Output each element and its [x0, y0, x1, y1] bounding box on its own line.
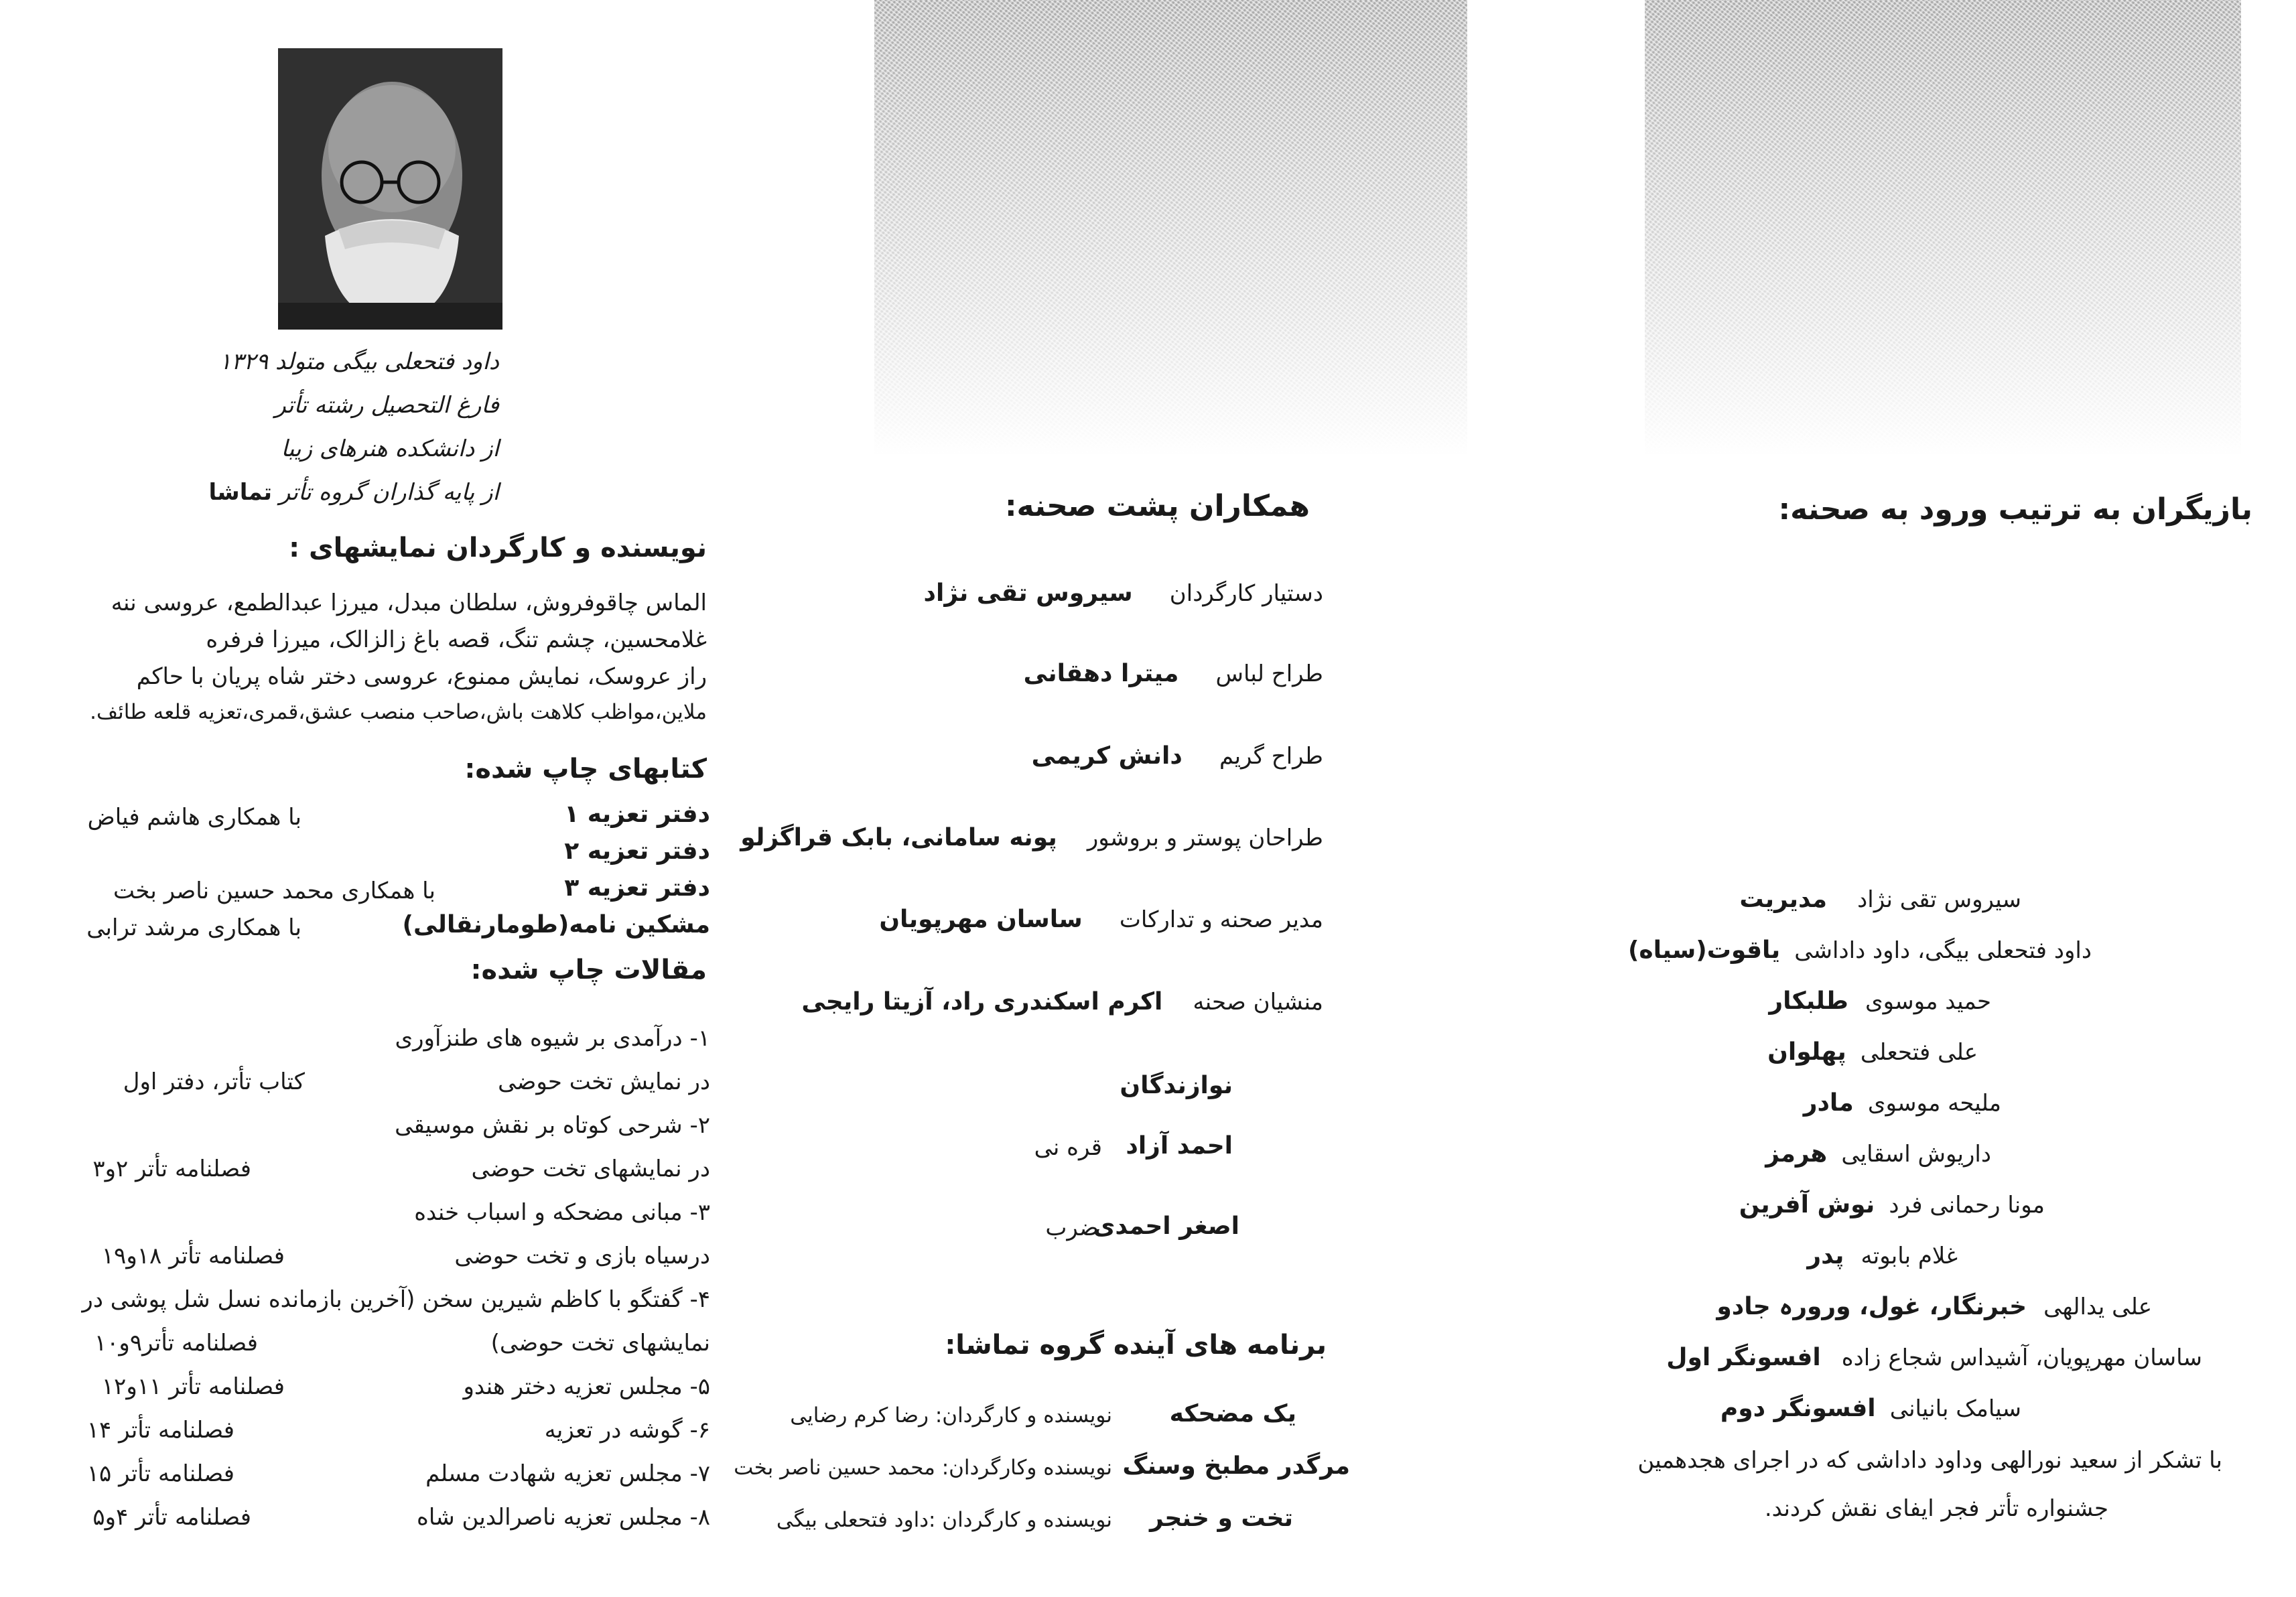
crew-row-2 — [1024, 660, 1323, 687]
future-title-3: تخت و خنجر — [1150, 1505, 1293, 1532]
cast-role: هرمز — [1765, 1140, 1828, 1168]
cast-role: طلبکار — [1769, 987, 1848, 1015]
cast-row-5 — [1804, 1089, 2001, 1117]
cast-role: نوش آفرین — [1739, 1191, 1875, 1219]
book-title-2: دفتر تعزیه ۲ — [564, 837, 710, 865]
plays-line-3: راز عروسک، نمایش ممنوع، عروسی دختر شاه پریان با حاکم — [136, 663, 707, 690]
cast-role: مادر — [1803, 1089, 1854, 1117]
crew-panel — [734, 0, 1528, 1597]
crew-row-4 — [740, 824, 1323, 851]
bio-line-1: داود فتحعلی بیگی متولد ۱۳۲۹ — [219, 348, 499, 375]
cast-actor: حمید موسوی — [1865, 988, 1991, 1015]
article-line-6: درسیاه بازی و تخت حوضی — [454, 1243, 710, 1269]
bio-founder-text: از پایه گذاران گروه تأتر — [279, 479, 499, 506]
articles-heading: مقالات چاپ شده: — [470, 955, 707, 985]
article-source-4: فصلنامه تأتر ۲و۳ — [92, 1156, 251, 1182]
group-name: تماشا — [208, 479, 273, 506]
crew-role: طراح لباس — [1215, 661, 1323, 687]
article-source-8: فصلنامه تأتر۹و۱۰ — [94, 1330, 258, 1357]
bio-line-4 — [209, 479, 500, 506]
future-title-1: یک مضحکه — [1169, 1400, 1296, 1428]
article-line-3: ۲- شرحی کوتاه بر نقش موسیقی — [395, 1112, 710, 1139]
cast-role: پدر — [1807, 1242, 1844, 1269]
author-portrait — [278, 48, 502, 330]
crew-role: منشیان صحنه — [1193, 989, 1323, 1016]
cast-actor: علی یدالهی — [2043, 1294, 2152, 1320]
article-line-1: ۱- درآمدی بر شیوه های طنزآوری — [395, 1025, 710, 1052]
article-source-9: فصلنامه تأتر ۱۱و۱۲ — [101, 1373, 285, 1400]
cast-actor: داریوش اسقایی — [1841, 1141, 1991, 1168]
books-heading: کتابهای چاپ شده: — [464, 754, 707, 784]
article-line-7: ۴- گفتگو با کاظم شیرین سخن (آخرین بازمانده نسل شل پوشی در — [82, 1286, 710, 1313]
cast-actor: سیامک بانیانی — [1889, 1395, 2021, 1422]
future-credit-3: نویسنده و کارگردان :داود فتحعلی بیگی — [776, 1508, 1112, 1532]
crew-name: دانش کریمی — [1031, 742, 1183, 770]
crew-heading: همکاران پشت صحنه: — [1004, 489, 1310, 523]
cast-row-9 — [1716, 1293, 2152, 1320]
cast-role: افسونگر اول — [1666, 1344, 1821, 1371]
article-line-8: نمایشهای تخت حوضی) — [490, 1330, 710, 1357]
cast-actor: ملیحه موسوی — [1867, 1090, 2001, 1117]
cast-row-2 — [1628, 936, 2092, 964]
cast-row-11 — [1720, 1395, 2021, 1422]
article-source-2: کتاب تأتر، دفتر اول — [123, 1068, 305, 1095]
crew-row-1 — [924, 579, 1323, 607]
plays-line-1: الماس چاقوفروش، سلطان مبدل، میرزا عبدالطمع، عروسی ننه — [111, 589, 707, 616]
musician-instrument-1: قره نی — [1034, 1134, 1102, 1161]
crew-row-6 — [801, 988, 1323, 1016]
article-line-9: ۵- مجلس تعزیه دختر هندو — [463, 1373, 710, 1400]
crew-row-5 — [879, 906, 1323, 933]
cast-panel — [1548, 0, 2296, 1597]
book-title-3: دفتر تعزیه ۳ — [564, 874, 710, 902]
bio-line-3: از دانشکده هنرهای زیبا — [281, 435, 499, 462]
crew-role: طراحان پوستر و بروشور — [1087, 825, 1323, 851]
crew-role: دستیار کارگردان — [1169, 580, 1323, 607]
cast-role: مدیریت — [1739, 886, 1828, 913]
cast-role: افسونگر دوم — [1720, 1395, 1876, 1422]
article-line-11: ۷- مجلس تعزیه شهادت مسلم — [425, 1460, 710, 1487]
cast-row-4 — [1767, 1038, 1978, 1066]
article-line-4: در نمایشهای تخت حوضی — [471, 1156, 710, 1182]
future-heading: برنامه های آینده گروه تماشا: — [945, 1330, 1327, 1361]
crew-name: اکرم اسکندری راد، آزیتا رایجی — [801, 988, 1163, 1016]
book-note-4: با همکاری مرشد ترابی — [86, 914, 301, 941]
crew-name: سیروس تقی نژاد — [923, 579, 1133, 607]
article-source-12: فصلنامه تأتر ۴و۵ — [92, 1504, 251, 1531]
musicians-heading: نوازندگان — [1120, 1072, 1233, 1099]
article-line-5: ۳- مبانی مضحکه و اسباب خنده — [414, 1199, 710, 1226]
plays-line-4: ملاین،مواظب کلاهت باش،صاحب منصب عشق،قمری،تعزیه قلعه طائف. — [90, 700, 707, 724]
cast-actor: غلام بابوته — [1861, 1243, 1958, 1269]
cast-actor: مونا رحمانی فرد — [1889, 1192, 2045, 1219]
future-title-2: مرگدر مطبخ وسنگ — [1122, 1452, 1350, 1480]
crew-role: مدیر صحنه و تدارکات — [1119, 906, 1323, 933]
book-note-1: با همکاری هاشم فیاض — [87, 804, 301, 831]
article-line-12: ۸- مجلس تعزیه ناصرالدین شاه — [417, 1504, 710, 1531]
book-title-1: دفتر تعزیه ۱ — [564, 801, 710, 828]
thanks-line-1: با تشکر از سعید نورالهی وداود داداشی که در اجرای هجدهمین — [1637, 1447, 2222, 1474]
future-credit-2: نویسنده وکارگردان: محمد حسین ناصر بخت — [734, 1456, 1112, 1480]
cast-actor: ساسان مهرپویان، آشیداس شجاع زاده — [1841, 1344, 2202, 1371]
bio-line-2: فارغ التحصیل رشته تأتر — [275, 392, 499, 419]
cast-actor: علی فتحعلی — [1860, 1039, 1978, 1066]
book-title-4: مشکین نامه(طومارنقالی) — [402, 911, 710, 939]
thanks-line-2: جشنواره تأتر فجر ایفای نقش کردند. — [1764, 1495, 2108, 1522]
cast-row-8 — [1807, 1242, 1958, 1269]
article-source-6: فصلنامه تأتر ۱۸و۱۹ — [101, 1243, 285, 1269]
cast-row-6 — [1765, 1140, 1991, 1168]
author-panel — [0, 0, 750, 1597]
plays-heading: نویسنده و کارگردان نمایشهای : — [289, 533, 707, 563]
article-source-11: فصلنامه تأتر ۱۵ — [86, 1460, 234, 1487]
article-line-10: ۶- گوشه در تعزیه — [544, 1417, 710, 1444]
cast-row-7 — [1739, 1191, 2045, 1219]
cast-heading: بازیگران به ترتیب ورود به صحنه: — [1778, 492, 2252, 527]
cast-actor: داود فتحعلی بیگی، داود داداشی — [1794, 937, 2092, 964]
cast-row-3 — [1769, 987, 1991, 1015]
musician-name-2: اصغر احمدی — [1093, 1212, 1239, 1240]
crew-role: طراح گریم — [1219, 743, 1323, 770]
cast-row-10 — [1666, 1344, 2202, 1371]
crew-name: میترا دهقانی — [1023, 660, 1179, 687]
cast-row-1 — [1739, 886, 2021, 913]
plays-line-2: غلامحسین، چشم تنگ، قصه باغ زالزالک، میرزا فرفره — [206, 626, 707, 653]
crew-row-3 — [1032, 742, 1323, 770]
crew-name: پونه سامانی، بابک قراگزلو — [740, 824, 1057, 851]
cast-role: پهلوان — [1767, 1038, 1846, 1066]
article-source-10: فصلنامه تأتر ۱۴ — [86, 1417, 234, 1444]
crew-name: ساسان مهرپویان — [879, 906, 1083, 933]
book-note-3: با همکاری محمد حسین ناصر بخت — [113, 878, 435, 904]
future-credit-1: نویسنده و کارگردان: رضا کرم رضایی — [790, 1403, 1112, 1428]
musician-name-1: احمد آزاد — [1126, 1132, 1233, 1160]
article-line-2: در نمایش تخت حوضی — [498, 1068, 710, 1095]
cast-role: یاقوت(سیاه) — [1627, 936, 1781, 964]
cast-role: خبرنگار، غول، ورورہ جادو — [1716, 1293, 2027, 1320]
musician-instrument-2: ضرب — [1045, 1214, 1099, 1241]
cast-actor: سیروس تقی نژاد — [1857, 886, 2021, 913]
